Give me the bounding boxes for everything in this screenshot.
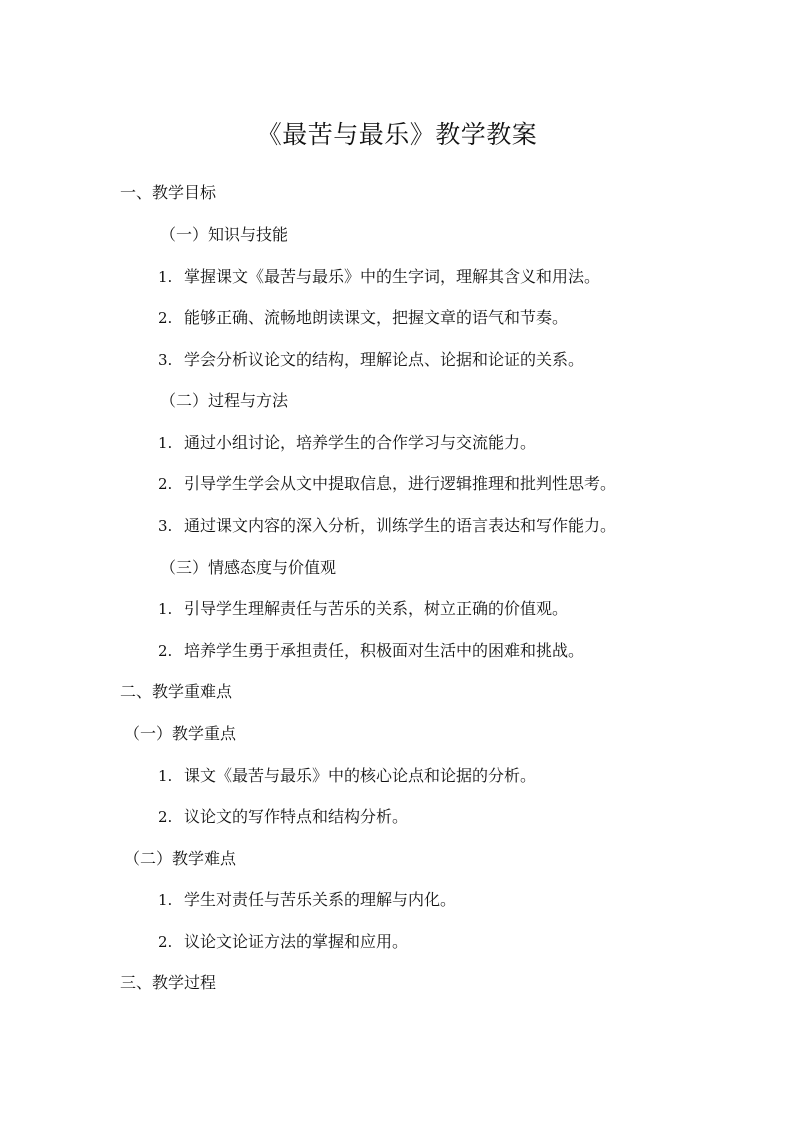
- document-title: 《最苦与最乐》教学教案: [256, 120, 538, 149]
- list-item: [158, 266, 600, 288]
- list-item-text: 议论文论证方法的掌握和应用。: [184, 932, 409, 951]
- list-item-number: 1.: [158, 600, 173, 618]
- list-item: [158, 640, 584, 662]
- list-item: [158, 515, 616, 537]
- list-item-text: 掌握课文《最苦与最乐》中的生字词，理解其含义和用法。: [184, 267, 601, 286]
- list-item-text: 学生对责任与苦乐关系的理解与内化。: [184, 890, 457, 909]
- list-item-number: 1.: [158, 434, 173, 452]
- list-item-text: 能够正确、流畅地朗读课文，把握文章的语气和节奏。: [184, 308, 569, 327]
- list-item-number: 1.: [158, 891, 173, 909]
- list-item: [158, 889, 456, 911]
- subsection-heading-difficult-points: （二）教学难点: [124, 849, 237, 868]
- list-item-text: 课文《最苦与最乐》中的核心论点和论据的分析。: [184, 766, 537, 785]
- list-item-text: 学会分析议论文的结构，理解论点、论据和论证的关系。: [184, 350, 585, 369]
- list-item: [158, 307, 568, 329]
- list-item: [158, 349, 584, 371]
- list-item: [158, 598, 568, 620]
- list-item: [158, 806, 408, 828]
- list-item-text: 议论文的写作特点和结构分析。: [184, 807, 409, 826]
- subsection-heading-emotion-values: （三）情感态度与价值观: [160, 558, 337, 577]
- list-item-text: 通过小组讨论，培养学生的合作学习与交流能力。: [184, 433, 537, 452]
- section-heading-teaching-process: 三、教学过程: [120, 973, 217, 992]
- subsection-heading-process-methods: （二）过程与方法: [160, 391, 289, 410]
- list-item-number: 3.: [158, 351, 173, 369]
- subsection-heading-key-points: （一）教学重点: [124, 724, 237, 743]
- list-item-text: 培养学生勇于承担责任，积极面对生活中的困难和挑战。: [184, 641, 585, 660]
- section-heading-key-difficult-points: 二、教学重难点: [120, 682, 233, 701]
- list-item-number: 2.: [158, 808, 173, 826]
- list-item-number: 2.: [158, 475, 173, 493]
- list-item-text: 引导学生理解责任与苦乐的关系，树立正确的价值观。: [184, 599, 569, 618]
- list-item-number: 2.: [158, 309, 173, 327]
- list-item-text: 通过课文内容的深入分析，训练学生的语言表达和写作能力。: [184, 516, 617, 535]
- list-item-number: 3.: [158, 517, 173, 535]
- subsection-heading-knowledge-skills: （一）知识与技能: [160, 225, 289, 244]
- list-item-number: 1.: [158, 767, 173, 785]
- list-item: [158, 765, 536, 787]
- list-item-number: 2.: [158, 933, 173, 951]
- section-heading-objectives: 一、教学目标: [120, 183, 217, 202]
- list-item-number: 2.: [158, 642, 173, 660]
- list-item-number: 1.: [158, 268, 173, 286]
- list-item-text: 引导学生学会从文中提取信息，进行逻辑推理和批判性思考。: [184, 474, 617, 493]
- list-item: [158, 931, 408, 953]
- list-item: [158, 432, 536, 454]
- list-item: [158, 473, 616, 495]
